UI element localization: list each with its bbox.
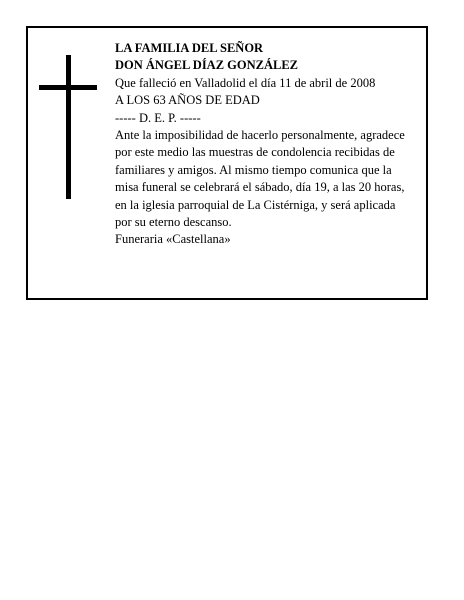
funeral-home: Funeraria «Castellana» (115, 232, 231, 247)
heading-line-family: LA FAMILIA DEL SEÑOR (115, 41, 264, 55)
notice-content (115, 40, 415, 249)
death-info: Que falleció en Valladolid el día 11 de abril de 2008 (115, 75, 376, 90)
cross-horizontal-bar (39, 85, 97, 90)
age-line: A LOS 63 AÑOS DE EDAD (115, 93, 260, 108)
body-text: Ante la imposibilidad de hacerlo personalmente, agradece por este medio las muestras de condolencia recibidas de familiares y amigos. Al mismo tiempo comunica que la misa funeral se celebrará el sábado, día 19, a las 20 horas, en la iglesia parroquial de La Cistérniga, y será aplicada por su eterno descanso. (115, 128, 405, 230)
cross-vertical-bar (66, 55, 71, 199)
latin-cross-icon (39, 55, 97, 199)
rip-line: ----- D. E. P. ----- (115, 110, 201, 125)
heading-line-name: DON ÁNGEL DÍAZ GONZÁLEZ (115, 58, 299, 73)
obituary-notice (26, 26, 428, 300)
